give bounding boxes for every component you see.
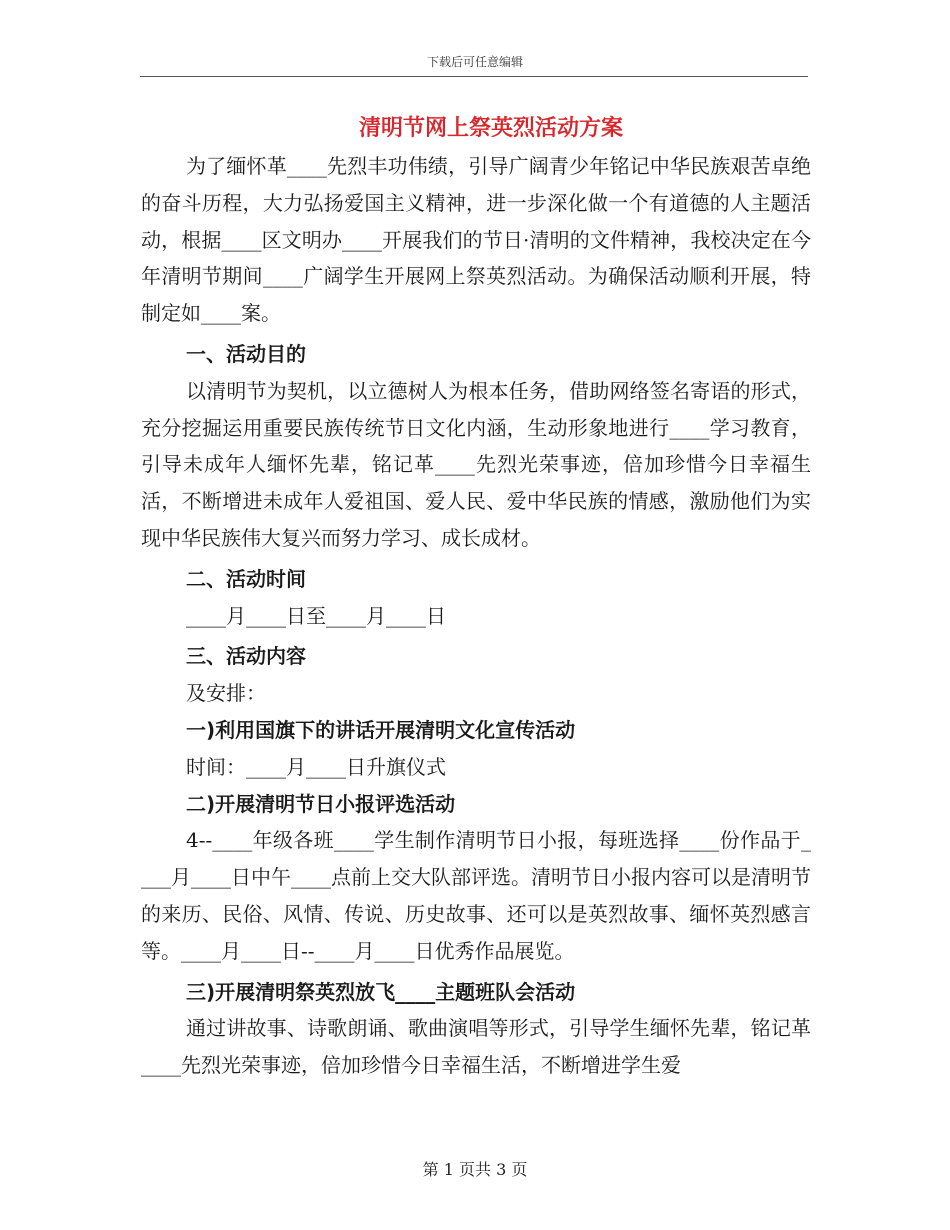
intro-paragraph: 为了缅怀革____先烈丰功伟绩，引导广阔青少年铭记中华民族艰苦卓绝的奋斗历程，大力弘扬爱国主义精神，进一步深化做一个有道德的人主题活动，根据____区文明办____开展我们的节日·清明的文件精神，我校决定在今年清明节期间____广阔学生开展网上祭英烈活动。为确保活动顺利开展，特制定如____案。 (141, 154, 811, 326)
document-title: 清明节网上祭英烈活动方案 (358, 115, 623, 141)
subsection-heading-class-meeting: 三)开展清明祭英烈放飞____主题班队会活动 (186, 979, 576, 1004)
section-heading-time: 二、活动时间 (186, 566, 306, 591)
section-heading-content: 三、活动内容 (186, 644, 306, 669)
subsection-heading-flag-speech: 一)利用国旗下的讲话开展清明文化宣传活动 (186, 717, 576, 742)
section-heading-purpose: 一、活动目的 (186, 341, 306, 366)
subsection-heading-newspaper: 二)开展清明节日小报评选活动 (186, 791, 456, 816)
section-body-purpose: 以清明节为契机，以立德树人为根本任务，借助网络签名寄语的形式，充分挖掘运用重要民族传统节日文化内涵，生动形象地进行____学习教育，引导未成年人缅怀先辈，铭记革____先烈光荣事迹，倍加珍惜今日幸福生活，不断增进未成年人爱祖国、爱人民、爱中华民族的情感，激励他们为实现中华民族伟大复兴而努力学习、成长成材。 (141, 378, 811, 550)
section-body-time: ____月____日至____月____日 (186, 603, 446, 628)
document-body (141, 108, 811, 1084)
page-header: 下载后可任意编辑 (426, 55, 523, 69)
subsection-body-flag-speech: 时间：____月____日升旗仪式 (186, 754, 446, 779)
page-footer: 第 1 页共 3 页 (422, 1160, 528, 1179)
subsection-body-newspaper: 4--____年级各班____学生制作清明节日小报，每班选择____份作品于____月____日中午____点前上交大队部评选。清明节日小报内容可以是清明节的来历、民俗、风情、传说、历史故事、还可以是英烈故事、缅怀英烈感言等。____月____日--____月____日优秀作品展览。 (141, 828, 811, 963)
section-body-content: 及安排： (186, 681, 266, 706)
subsection-body-class-meeting: 通过讲故事、诗歌朗诵、歌曲演唱等形式，引导学生缅怀先辈，铭记革____先烈光荣事迹，倍加珍惜今日幸福生活，不断增进学生爱 (141, 1016, 811, 1078)
header-rule (140, 76, 808, 77)
